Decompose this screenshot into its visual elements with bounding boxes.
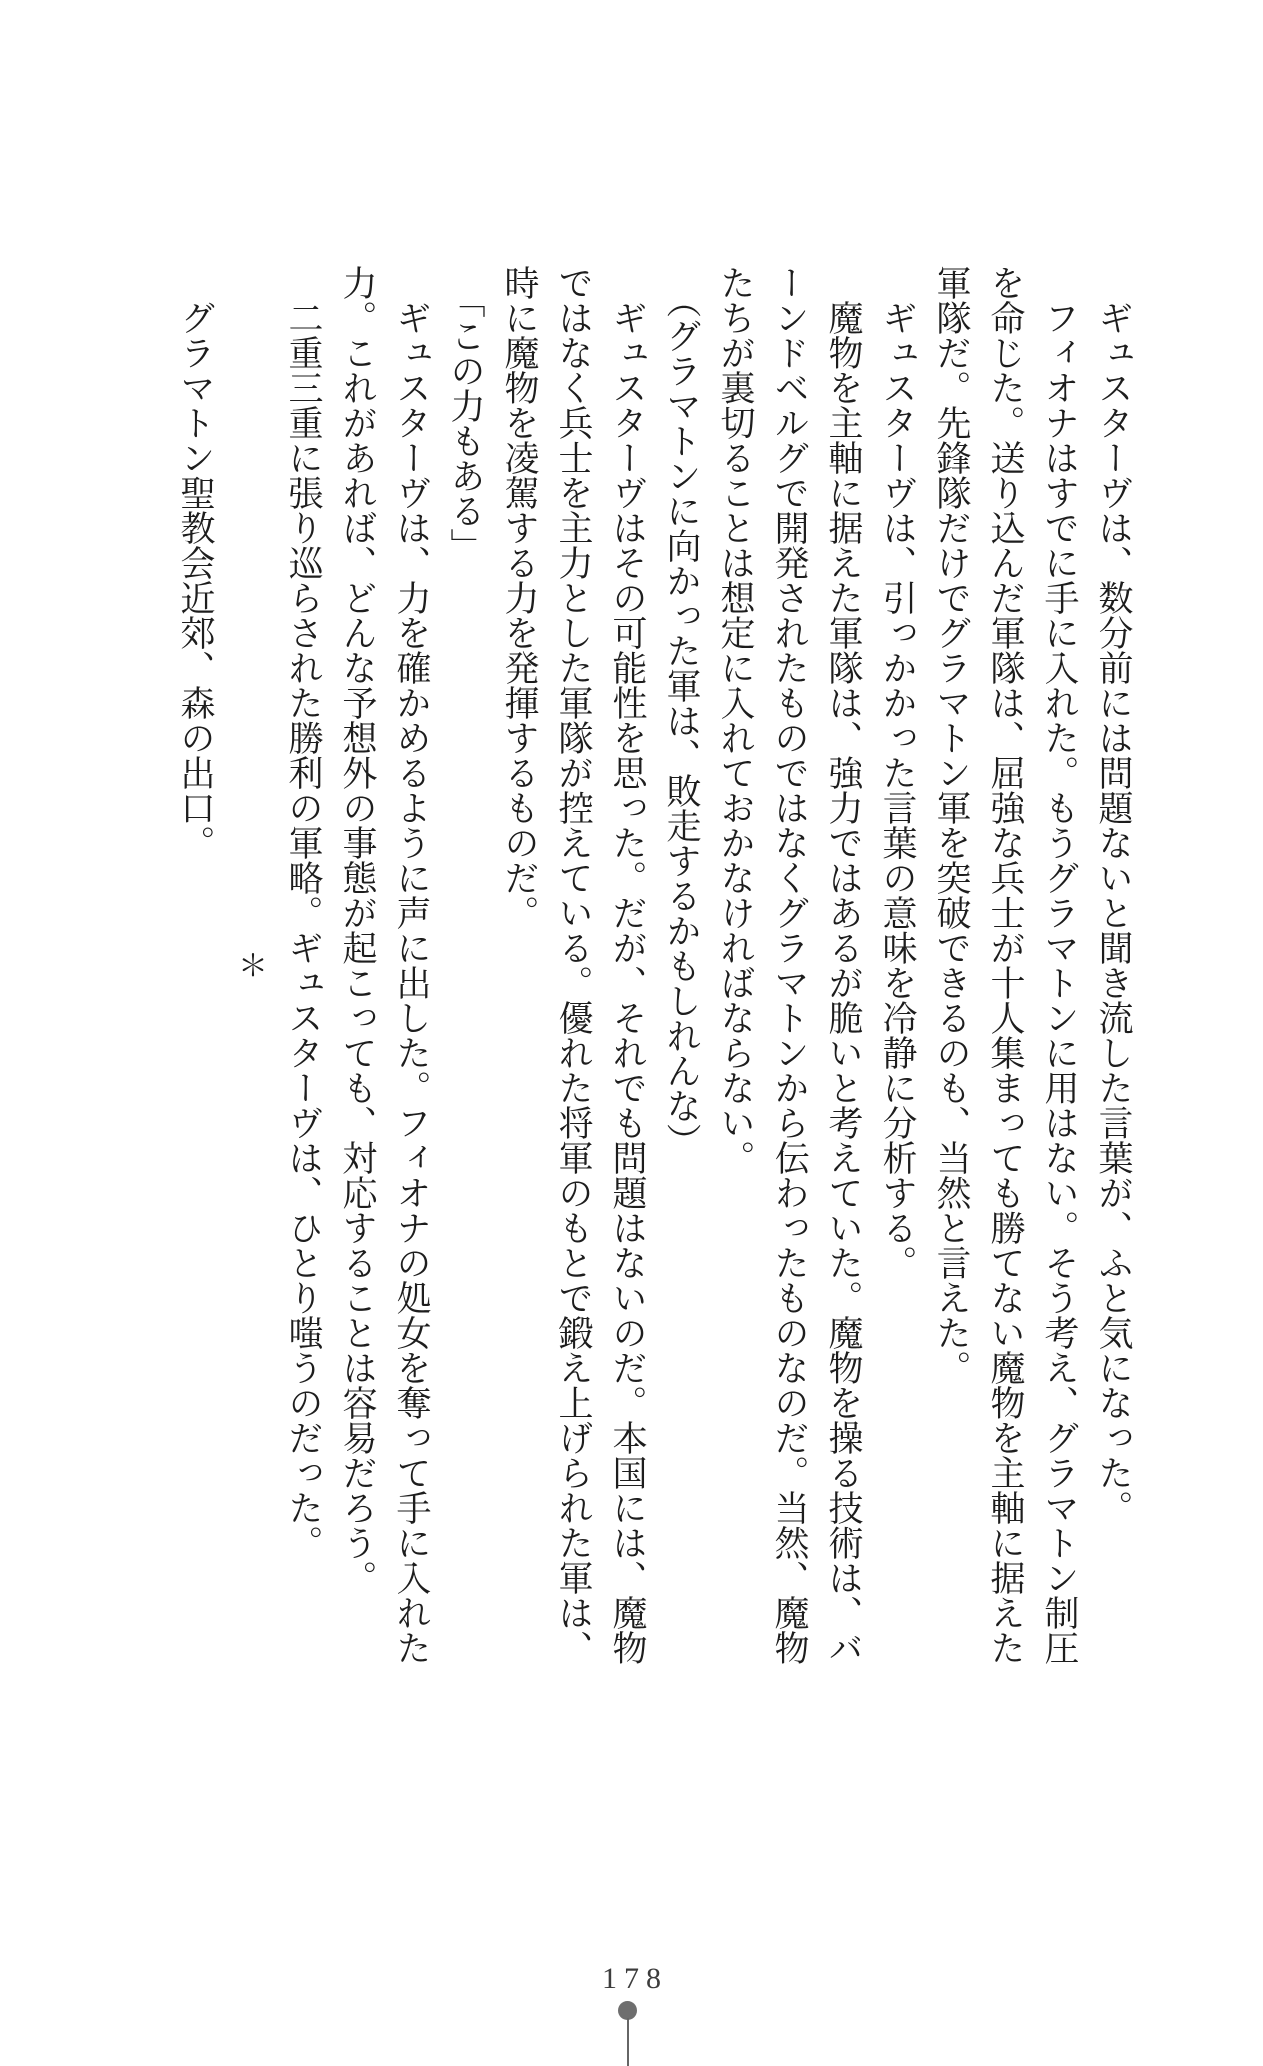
text-column: を命じた。送り込んだ軍隊は、屈強な兵士が十人集まっても勝てない魔物を主軸に据えた <box>985 265 1025 1665</box>
vertical-text-block <box>168 265 1140 1670</box>
page-number: 178 <box>602 1962 668 1995</box>
text-column: ギュスターヴはその可能性を思った。だが、それでも問題はないのだ。本国には、魔物 <box>607 300 647 1665</box>
text-column: ギュスターヴは、数分前には問題ないと聞き流した言葉が、ふと気になった。 <box>1093 300 1133 1525</box>
text-column: ではなく兵士を主力とした軍隊が控えている。優れた将軍のもとで鍛え上げられた軍は、 <box>553 265 593 1665</box>
text-column: 魔物を主軸に据えた軍隊は、強力ではあるが脆いと考えていた。魔物を操る技術は、バ <box>823 300 863 1665</box>
text-column: グラマトン聖教会近郊、森の出口。 <box>175 300 215 860</box>
text-column: （グラマトンに向かった軍は、敗走するかもしれんな） <box>661 282 701 1158</box>
text-column: 軍隊だ。先鋒隊だけでグラマトン軍を突破できるのも、当然と言えた。 <box>931 265 971 1385</box>
text-column: 「この力もある」 <box>445 282 485 563</box>
footer-line <box>627 2018 629 2066</box>
text-column: ギュスターヴは、引っかかった言葉の意味を冷静に分析する。 <box>877 300 917 1280</box>
text-column: 時に魔物を凌駕する力を発揮するものだ。 <box>499 265 539 930</box>
text-column: ーンドベルグで開発されたものではなくグラマトンから伝わったものなのだ。当然、魔物 <box>769 265 809 1665</box>
text-column: たちが裏切ることは想定に入れておかなければならない。 <box>715 265 755 1175</box>
text-column: フィオナはすでに手に入れた。もうグラマトンに用はない。そう考え、グラマトン制圧 <box>1039 300 1079 1665</box>
text-column: ギュスターヴは、力を確かめるように声に出した。フィオナの処女を奪って手に入れた <box>391 300 431 1665</box>
text-column: 二重三重に張り巡らされた勝利の軍略。ギュスターヴは、ひとり嗤うのだった。 <box>283 300 323 1560</box>
section-separator-mark: ＊ <box>232 950 267 980</box>
text-column: 力。これがあれば、どんな予想外の事態が起こっても、対応することは容易だろう。 <box>337 265 377 1595</box>
